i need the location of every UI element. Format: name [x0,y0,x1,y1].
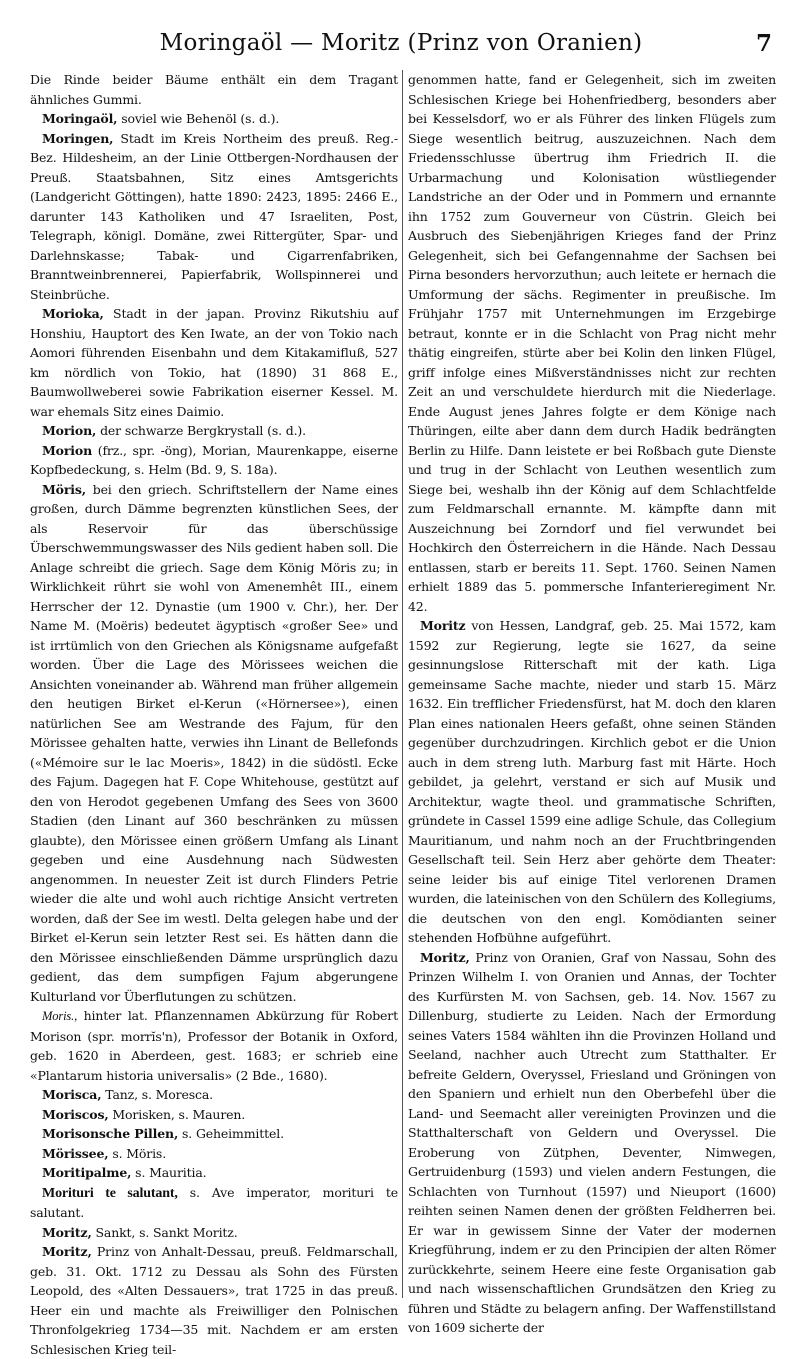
entry-text: Stadt in der japan. Provinz Rikutshiu auf Honshiu, Hauptort des Ken Iwate, an der von Tokio nach Aomori führenden Eisenbahn und dem Kitakamifluß, 527 km nördlich von Tokio, hat (1890) 31 868 E., Baumwollweberei sowie Fabrikation eiserner Kessel. M. war ehemals Sitz eines Daimio. [30,306,398,419]
entry-moritz-anhalt-dessau [30,1242,398,1359]
headword: Moris., [42,1009,78,1023]
entry-text: Die Rinde beider Bäume enthält ein dem Tragant ähnliches Gummi. [30,72,398,107]
entry-text: genommen hatte, fand er Gelegenheit, sich im zweiten Schlesischen Kriege bei Hohenfriedberg, besonders aber bei Kesselsdorf, wo er als Führer des linken Flügels zum Siege wesentlich beitrug, auszuzeichnen. Nach dem Friedensschlusse übertrug ihm Friedrich II. die Urbarmachung und Kolonisation wüstliegender Landstriche an der Oder und in Pommern und ernannte ihn 1752 zum Gouverneur von Cüstrin. Gleich bei Ausbruch des Siebenjährigen Krieges fand der Prinz Gelegenheit, sich bei Gefangennahme der Sachsen bei Pirna besonders hervorzuthun; auch leitete er hernach die Umformung der sächs. Regimenter in preußische. Im Frühjahr 1757 mit Unternehmungen im Erzgebirge betraut, konnte er in die Schlacht von Prag nicht mehr thätig eingreifen, stürte aber bei Kolin den linken Flügel, griff infolge eines Mißverständnisses nicht zur rechten Zeit an und verschuldete hierdurch mit die Niederlage. Ende August jenes Jahres folgte er dem Könige nach Thüringen, eilte aber dann dem durch Hadik bedrängten Berlin zu Hilfe. Dann leistete er bei Roßbach gute Dienste und trug in der Schlacht von Leuthen wesentlich zum Siege bei, weshalb ihn der König auf dem Schlachtfelde zum Feldmarschall ernannte. M. kämpfte dann mit Auszeichnung bei Zorndorf und fiel verwundet bei Hochkirch den Österreichern in die Hände. Nach Dessau entlassen, starb er bereits 11. Sept. 1760. Seinen Namen erhielt 1889 das 5. pommersche Infanterieregiment Nr. 42. [408,72,776,614]
headword: Moritz, [42,1244,92,1259]
entry-text: s. Mauritia. [131,1165,207,1180]
running-head: Moringaöl — Moritz (Prinz von Oranien) [159,30,643,56]
entry-continuation [30,70,398,109]
headword: Moringen, [42,130,114,146]
headword: Moriscos, [42,1106,109,1122]
left-column [30,70,398,1357]
entry-continuation [408,70,776,616]
headword: Morion, [42,423,97,438]
headword: Moringaöl, [42,111,118,126]
headword: Moritz, [42,1224,92,1240]
entry-text: (frz., spr. -öng), Morian, Maurenkappe, eiserne Kopfbedeckung, s. Helm (Bd. 9, S. 18a). [30,442,398,477]
entry-morion-bergkrystall [30,421,398,441]
entry-text: s. Geheimmittel. [178,1126,284,1141]
headword: Morion [42,442,93,458]
entry-moerissee [30,1144,398,1164]
entry-moritipalme [30,1163,398,1183]
entry-text: soviel wie Behenöl (s. d.). [117,111,280,126]
entry-text: Prinz von Oranien, Graf von Nassau, Sohn des Prinzen Wilhelm I. von Oranien und Annas, der Tochter des Kurfürsten M. von Sachsen, geb. 14. Nov. 1567 zu Dillenburg, studierte zu Leiden. Nach der Ermordung seines Vaters 1584 wählten ihn die Provinzen Holland und Seeland, nachher auch Utrecht zum Statthalter. Er befreite Geldern, Overyssel, Friesland und Gröningen von den Spaniern und erhielt nun den Oberbefehl über die Land- und Seemacht aller vereinigten Provinzen und die Statthalterschaft von Geldern und Overyssel. Die Eroberung von Zütphen, Deventer, Nimwegen, Gertruidenburg (1593) und vielen andern Festungen, die Schlachten von Turnhout (1597) und Nieuport (1600) reihten seinen Namen denen der größten Feldherren bei. Er war in gewissem Sinne der Vater der modernen Kriegführung, indem er zu den Principien der alten Römer zurückkehrte, seinem Heere eine feste Organisation gab und nach wissenschaftlichen Grundsätzen den Krieg zu führen und Städte zu belagern anfing. Der Waffenstillstand von 1609 sicherte der [408,949,776,1335]
headword: Morioka, [42,306,104,321]
right-column [408,70,776,1335]
headword: Morisca, [42,1087,102,1102]
entry-morituri [30,1183,398,1223]
entry-text: hinter lat. Pflanzennamen Abkürzung für Robert Morison (spr. morrĭs'n), Professor der Botanik in Oxford, geb. 1620 in Aberdeen, gest. 1683; er schrieb eine «Plantarum historia universalis» (2 Bde., 1680). [30,1008,398,1083]
entry-moritz-hessen [408,616,776,948]
headword: Möris, [42,481,86,497]
entry-text: der schwarze Bergkrystall (s. d.). [96,423,306,438]
headword: Mörissee, [42,1145,109,1161]
entry-text: s. Ave imperator, morituri te salutant. [30,1184,398,1220]
entry-morioka [30,304,398,421]
entry-moritz-oranien [408,948,776,1338]
entry-morion-kappe [30,441,398,480]
entry-text: Prinz von Anhalt-Dessau, preuß. Feldmarschall, geb. 31. Okt. 1712 zu Dessau als Sohn des Fürsten Leopold, des «Alten Dessauers», trat 1725 in das preuß. Heer ein und machte als Freiwilliger den Polnischen Thronfolgekrieg 1734—35 mit. Nachdem er am ersten Schlesischen Krieg teil- [30,1244,398,1357]
page-header [30,30,772,60]
entry-moritz-sankt [30,1223,398,1243]
headword: Moritipalme, [42,1165,132,1180]
entry-text: Stadt im Kreis Northeim des preuß. Reg.-Bez. Hildesheim, an der Linie Ottbergen-Nordhausen der Preuß. Staatsbahnen, Sitz eines Amtsgerichts (Landgericht Göttingen), hatte 1890: 2423, 1895: 2466 E., darunter 143 Katholiken und 47 Israeliten, Post, Telegraph, königl. Domäne, zwei Rittergüter, Spar- und Darlehnskasse; Tabak- und Cigarrenfabriken, Branntweinbrennerei, Papierfabrik, Wollspinnerei und Steinbrüche. [30,130,398,302]
entry-moeris [30,480,398,1007]
entry-text: Sankt, s. Sankt Moritz. [91,1224,238,1240]
entry-text: s. Möris. [108,1145,167,1161]
entry-text: von Hessen, Landgraf, geb. 25. Mai 1572, kam 1592 zur Regierung, legte sie 1627, da seine gesinnungslose Ritterschaft mit der kath. Liga gemeinsame Sache machte, nieder und starb 15. März 1632. Ein trefflicher Friedensfürst, hat M. doch den klaren Plan eines nationalen Heers gefaßt, ohne seinen Ständen gegenüber durchzudringen. Kirchlich gebot er die Union auch in dem streng luth. Marburg fast mit Härte. Hoch gebildet, ja gelehrt, verstand er sich auf Musik und Architektur, wagte theol. und grammatische Schriften, gründete in Cassel 1599 eine adlige Schule, das Collegium Mauritianum, und nahm noch an der Fruchtbringenden Gesellschaft teil. Sein Herz aber gehörte dem Theater: seine leider bis auf einige Titel verlorenen Dramen wurden, die lateinischen von den Schülern des Kollegiums, die deutschen von den engl. Komödianten seiner stehenden Hofbühne aufgeführt. [408,618,776,945]
headword: Moritz [420,618,466,633]
entry-text: Tanz, s. Moresca. [101,1087,213,1102]
entry-text: bei den griech. Schriftstellern der Name eines großen, durch Dämme begrenzten künstlichen Sees, der als Reservoir für das überschüssige Überschwemmungswasser des Nils gedient haben soll. Die Anlage schreibt die griech. Sage dem König Möris zu; in Wirklichkeit rührt sie wohl von Amenemhêt III., einem Herrscher der 12. Dynastie (um 1900 v. Chr.), her. Der Name M. (Moëris) bedeutet ägyptisch «großer See» und ist irrtümlich von den Griechen als Königsname aufgefaßt worden. Über die Lage des Mörissees weichen die Ansichten voneinander ab. Während man früher allgemein den heutigen Birket el-Kerun («Hörnersee»), einen natürlichen See am Westrande des Fajum, für den Mörissee gehalten hatte, verwies ihn Linant de Bellefonds («Mémoire sur le lac Moeris», 1842) in die südöstl. Ecke des Fajum. Dagegen hat F. Cope Whitehouse, gestützt auf den von Herodot gegebenen Umfang des Sees von 3600 Stadien (den Linant auf 360 beschränken zu müssen glaubte), den Mörissee einen größern Umfang als Linant gegeben und eine Ausdehnung nach Südwesten angenommen. In neuester Zeit ist durch Flinders Petrie wieder die alte und wohl auch richtige Ansicht vertreten worden, daß der See im westl. Delta gelegen habe und der Birket el-Kerun sein letzter Rest sei. Es hätten dann die den Mörissee einschließenden Dämme ursprünglich dazu gedient, das dem sumpfigen Fajum abgerungene Kulturland vor Überflutungen zu schützen. [30,481,398,1004]
headword: Morituri te salutant, [42,1185,178,1201]
entry-moris-abbrev [30,1006,398,1085]
page-number: 7 [755,30,772,57]
entry-morisonsche-pillen [30,1124,398,1144]
headword: Moritz, [420,949,470,965]
entry-morisca [30,1085,398,1105]
headword: Morisonsche Pillen, [42,1126,179,1141]
entry-text: Morisken, s. Mauren. [108,1106,246,1122]
entry-moringaoel [30,109,398,129]
entry-moringen [30,129,398,305]
entry-moriscos [30,1105,398,1125]
column-rule [402,70,403,1298]
